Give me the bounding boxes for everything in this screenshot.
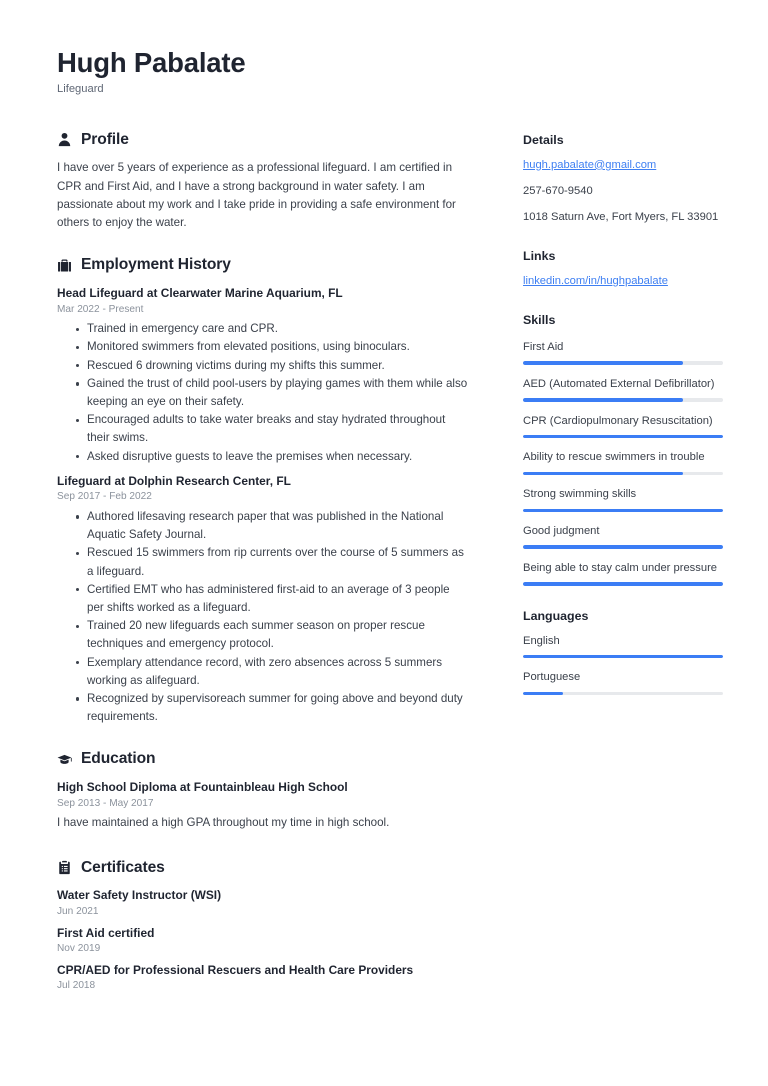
skill-bar-fill	[523, 361, 683, 364]
profile-text: I have over 5 years of experience as a professional lifeguard. I am certified in CPR and First Aid, and I have a strong background in water safety. I am passionate about my work and I take pride in providing a safe environment for others to enjoy the water.	[57, 161, 456, 230]
employment-entry-title: Head Lifeguard at Clearwater Marine Aquarium, FL	[57, 286, 343, 301]
bullet-item: Monitored swimmers from elevated positions, using binoculars.	[87, 338, 469, 356]
skill-bar-track	[523, 435, 723, 438]
skill-bar-fill	[523, 545, 723, 548]
linkedin-link[interactable]: linkedin.com/in/hughpabalate	[523, 274, 668, 287]
skill-item	[523, 523, 723, 549]
graduation-cap-icon	[57, 752, 72, 767]
bullet-item: Authored lifesaving research paper that was published in the National Aquatic Safety Journal.	[87, 508, 469, 544]
bullet-item: Rescued 6 drowning victims during my shifts this summer.	[87, 357, 469, 375]
certificate-title: Water Safety Instructor (WSI)	[57, 888, 222, 903]
skill-bar-track	[523, 361, 723, 364]
candidate-job-title: Lifeguard	[57, 83, 104, 95]
skill-bar-fill	[523, 582, 723, 585]
bullet-item: Rescued 15 swimmers from rip currents over the course of 5 summers as a lifeguard.	[87, 544, 469, 580]
bullet-item: Exemplary attendance record, with zero absences across 5 summers working as alifeguard.	[87, 654, 469, 690]
sidebar-links	[523, 248, 723, 290]
person-icon	[57, 132, 72, 147]
education-entry	[57, 779, 469, 832]
skill-bar-track	[523, 472, 723, 475]
sidebar-details-title: Details	[523, 132, 564, 147]
language-label: English	[523, 634, 560, 647]
skill-label: First Aid	[523, 340, 564, 353]
language-item	[523, 669, 723, 695]
certificate-title: First Aid certified	[57, 925, 155, 940]
skill-item	[523, 413, 723, 439]
resume-header	[57, 46, 712, 97]
language-bar-fill	[523, 692, 563, 695]
resume-body	[57, 130, 719, 1015]
skill-item	[523, 339, 723, 365]
section-certificates-header	[57, 859, 469, 877]
email-link[interactable]: hugh.pabalate@gmail.com	[523, 158, 657, 171]
address: 1018 Saturn Ave, Fort Myers, FL 33901	[523, 210, 719, 223]
skill-bar-fill	[523, 472, 683, 475]
language-label: Portuguese	[523, 671, 581, 684]
skill-bar-fill	[523, 398, 683, 401]
skill-label: Good judgment	[523, 524, 600, 537]
education-entry-title: High School Diploma at Fountainbleau High School	[57, 780, 348, 795]
education-entry-date: Sep 2013 - May 2017	[57, 797, 154, 809]
employment-entry	[57, 473, 469, 726]
certificate-date: Jul 2018	[57, 979, 96, 991]
certificate-entry	[57, 887, 469, 919]
sidebar-details	[523, 132, 723, 226]
employment-entry-date: Mar 2022 - Present	[57, 303, 144, 315]
skill-label: CPR (Cardiopulmonary Resuscitation)	[523, 414, 713, 427]
education-entry-description: I have maintained a high GPA throughout my time in high school.	[57, 816, 390, 830]
clipboard-icon	[57, 860, 72, 875]
skill-bar-fill	[523, 509, 723, 512]
section-profile-header	[57, 131, 469, 149]
skill-item	[523, 449, 723, 475]
section-profile-title: Profile	[81, 130, 129, 148]
section-education	[57, 750, 469, 832]
skill-label: AED (Automated External Defibrillator)	[523, 377, 715, 390]
employment-entry-title: Lifeguard at Dolphin Research Center, FL	[57, 473, 291, 488]
candidate-name: Hugh Pabalate	[57, 47, 246, 78]
sidebar-skills	[523, 312, 723, 586]
certificate-title: CPR/AED for Professional Rescuers and Health Care Providers	[57, 962, 414, 977]
bullet-item: Trained in emergency care and CPR.	[87, 320, 469, 338]
section-certificates-title: Certificates	[81, 858, 165, 876]
skill-bar-track	[523, 509, 723, 512]
skill-label: Being able to stay calm under pressure	[523, 561, 718, 574]
certificate-entry	[57, 925, 469, 957]
certificate-date: Jun 2021	[57, 905, 99, 917]
bullet-item: Gained the trust of child pool-users by playing games with them while also keeping an eye on their safety.	[87, 375, 469, 411]
skill-bar-track	[523, 582, 723, 585]
employment-entry	[57, 285, 469, 466]
bullet-item: Asked disruptive guests to leave the premises when necessary.	[87, 448, 469, 466]
briefcase-icon	[57, 258, 72, 273]
section-education-title: Education	[81, 750, 156, 768]
bullet-item: Certified EMT who has administered first-aid to an average of 3 people per shifts worked as a lifeguard.	[87, 581, 469, 617]
language-bar-track	[523, 692, 723, 695]
language-bar-track	[523, 655, 723, 658]
section-employment-header	[57, 256, 469, 274]
employment-entry-bullets	[57, 508, 469, 726]
bullet-item: Encouraged adults to take water breaks and stay hydrated throughout their swims.	[87, 411, 469, 447]
sidebar-languages	[523, 608, 723, 696]
skill-label: Ability to rescue swimmers in trouble	[523, 451, 705, 464]
language-bar-fill	[523, 655, 723, 658]
certificate-date: Nov 2019	[57, 942, 101, 954]
section-profile	[57, 131, 469, 233]
skill-bar-track	[523, 398, 723, 401]
certificate-entry	[57, 962, 469, 994]
skill-bar-track	[523, 545, 723, 548]
skill-item	[523, 560, 723, 586]
employment-entry-date: Sep 2017 - Feb 2022	[57, 491, 152, 503]
sidebar-skills-title: Skills	[523, 312, 556, 327]
section-certificates	[57, 859, 469, 994]
skill-label: Strong swimming skills	[523, 488, 637, 501]
main-column	[57, 131, 487, 1015]
sidebar-links-title: Links	[523, 248, 556, 263]
section-education-header	[57, 750, 469, 768]
sidebar-column	[523, 131, 723, 718]
language-item	[523, 633, 723, 659]
employment-entry-bullets	[57, 320, 469, 466]
section-employment	[57, 256, 469, 726]
section-employment-title: Employment History	[81, 256, 231, 274]
sidebar-languages-title: Languages	[523, 608, 589, 623]
phone-number: 257-670-9540	[523, 184, 593, 197]
skill-item	[523, 376, 723, 402]
skill-bar-fill	[523, 435, 723, 438]
bullet-item: Recognized by supervisoreach summer for going above and beyond duty requirements.	[87, 690, 469, 726]
skill-item	[523, 486, 723, 512]
bullet-item: Trained 20 new lifeguards each summer season on proper rescue techniques and emergency protocol.	[87, 617, 469, 653]
